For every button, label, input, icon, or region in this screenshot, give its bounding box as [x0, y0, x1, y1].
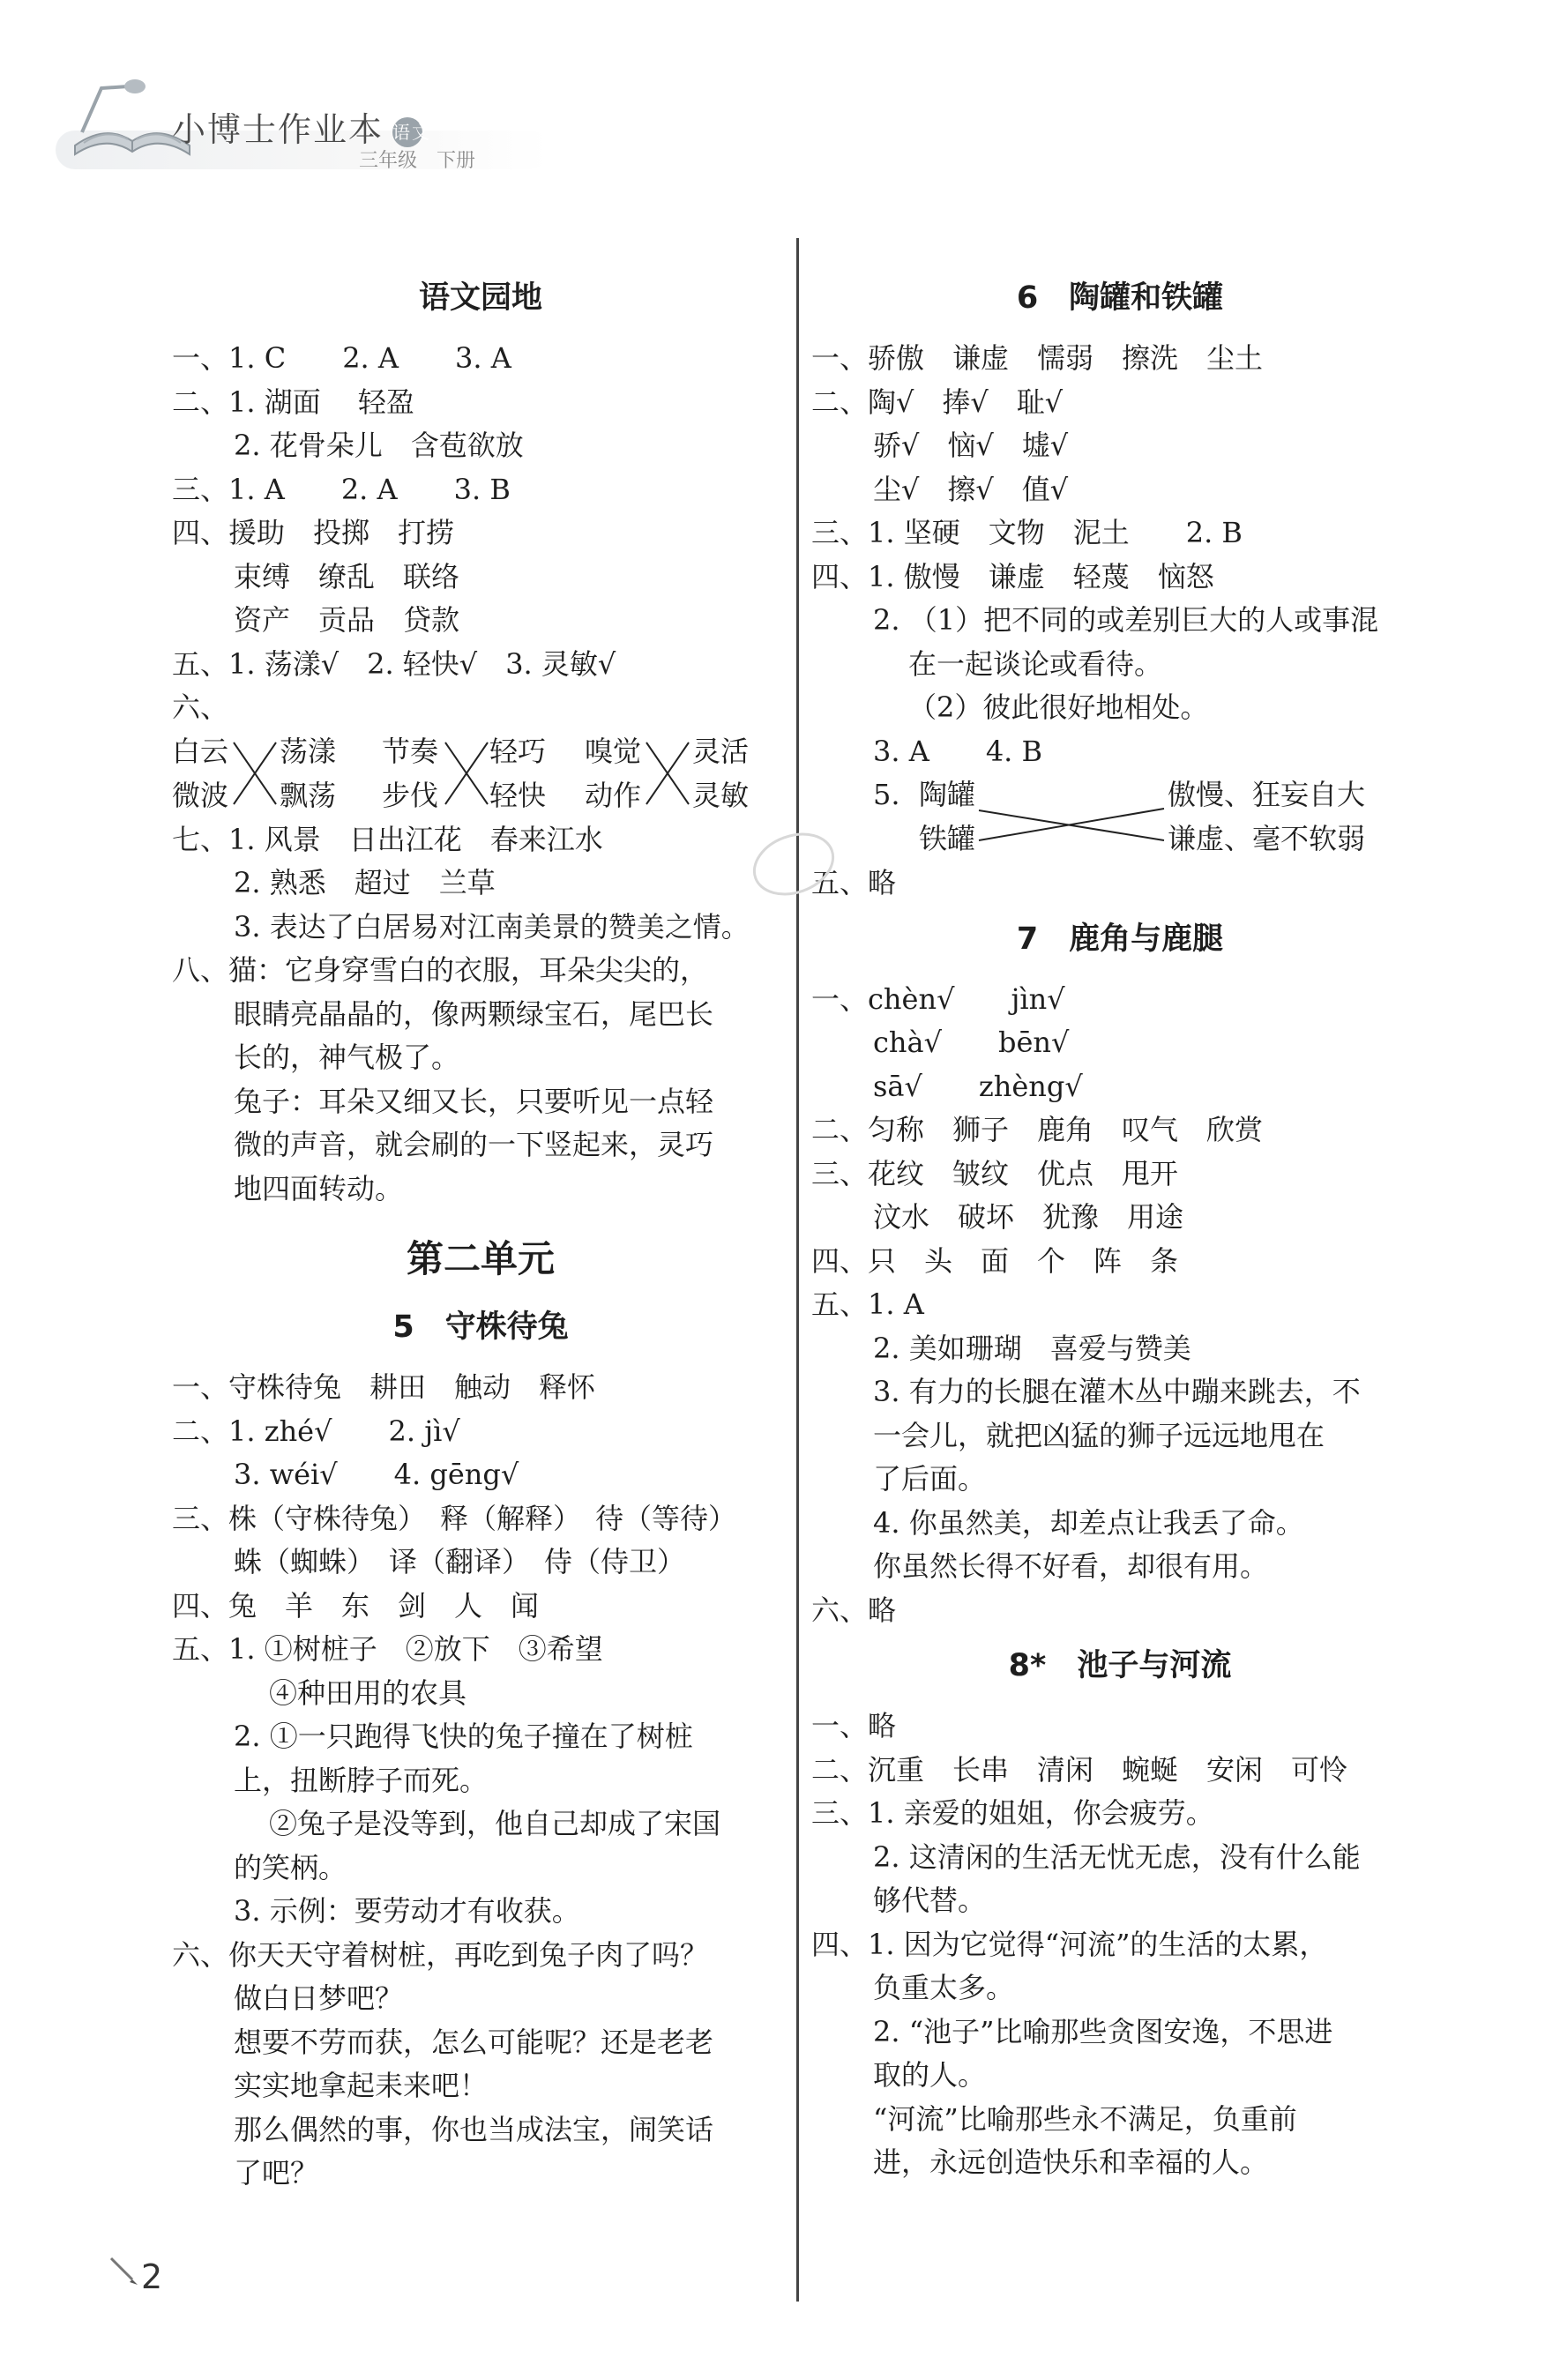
- match-word: 轻巧: [489, 734, 547, 768]
- answer-line: 2. （1）把不同的或差别巨大的人或事混: [873, 603, 1379, 637]
- answer-line: 地四面转动。: [234, 1171, 404, 1205]
- section-title: 6 陶罐和铁罐: [1016, 280, 1224, 316]
- column-divider: [796, 238, 799, 2302]
- answer-line: 二、匀称 狮子 鹿角 叹气 欣赏: [811, 1113, 1264, 1146]
- answer-line: 三、1. 坚硬 文物 泥土 2. B: [811, 516, 1243, 549]
- answer-line: 了吧？: [234, 2156, 319, 2190]
- answer-line: 四、1. 傲慢 谦虚 轻蔑 恼怒: [811, 559, 1214, 593]
- answer-line: 六、略: [811, 1593, 897, 1627]
- answer-line: 兔子：耳朵又细又长，只要听见一点轻: [234, 1084, 714, 1118]
- match-word: 铁罐: [919, 822, 976, 855]
- answer-line: 2. 花骨朵儿 含苞欲放: [234, 429, 524, 462]
- answer-line: 在一起谈论或看待。: [908, 646, 1163, 681]
- answer-line: 了后面。: [873, 1462, 987, 1496]
- match-word: 灵活: [692, 734, 750, 768]
- answer-line: 负重太多。: [873, 1971, 1015, 2004]
- match-word: 陶罐: [919, 778, 976, 811]
- brand-title-text: 小博士作业本: [172, 110, 384, 149]
- answer-line: 四、援助 投掷 打捞: [172, 516, 455, 549]
- match-word: 谦虚、毫不软弱: [1168, 822, 1366, 855]
- unit-title: 第二单元: [406, 1237, 555, 1280]
- grade-label: 三年级 下册: [359, 150, 476, 172]
- brand-title: [172, 102, 432, 151]
- pencil-icon: [106, 2253, 141, 2288]
- answer-line: 眼睛亮晶晶的，像两颗绿宝石，尾巴长: [234, 996, 714, 1031]
- match-word: 微波: [172, 778, 229, 812]
- answer-line: 蛛（蜘蛛） 译（翻译） 侍（侍卫）: [234, 1545, 686, 1578]
- match-word: 荡漾: [280, 734, 337, 768]
- watermark-seal-icon: [741, 811, 847, 917]
- answer-line: 八、猫：它身穿雪白的衣服，耳朵尖尖的，: [172, 953, 709, 987]
- answer-line: 够代替。: [873, 1884, 987, 1917]
- answer-line: chà√ bēn√: [873, 1026, 1070, 1059]
- answer-line: 六、: [172, 690, 229, 724]
- answer-line: ④种田用的农具: [269, 1675, 467, 1710]
- right-column: [811, 265, 1429, 2185]
- answer-line: 2. 美如珊瑚 喜爱与赞美: [873, 1331, 1191, 1365]
- match-word: 傲慢、狂妄自大: [1168, 778, 1366, 811]
- answer-line: 一、1. C 2. A 3. A: [172, 341, 511, 375]
- answer-line: 四、只 头 面 个 阵 条: [811, 1243, 1179, 1278]
- answer-line: 进，永远创造快乐和幸福的人。: [873, 2145, 1269, 2179]
- answer-line: 三、花纹 皱纹 优点 甩开: [811, 1156, 1179, 1190]
- answer-line: 一、守株待兔 耕田 触动 释怀: [172, 1370, 596, 1404]
- answer-line: 2. 熟悉 超过 兰草: [234, 866, 496, 899]
- match-word: 灵敏: [692, 778, 750, 812]
- match-word: 轻快: [489, 778, 547, 812]
- phrase-matching: [811, 773, 1429, 862]
- answer-line: 那么偶然的事，你也当成法宝，闹笑话: [234, 2112, 714, 2146]
- match-word: 步伐: [382, 778, 439, 812]
- answer-line: 3. 有力的长腿在灌木丛中蹦来跳去，不: [873, 1375, 1361, 1408]
- answer-line: 你虽然长得不好看，却很有用。: [873, 1549, 1269, 1583]
- answer-line: 的笑柄。: [234, 1850, 347, 1884]
- answer-line: 五、1. 荡漾√ 2. 轻快√ 3. 灵敏√: [172, 646, 616, 681]
- left-column: [172, 265, 789, 2196]
- answer-line: 想要不劳而获，怎么可能呢？还是老老: [234, 2025, 714, 2059]
- page-number: 2: [141, 2257, 163, 2296]
- match-word: 嗅觉: [585, 734, 642, 768]
- answer-line: “河流”比喻那些永不满足，负重前: [873, 2101, 1297, 2136]
- page-header: [49, 62, 525, 172]
- answer-line: 3. A 4. B: [873, 734, 1043, 768]
- answer-line: 2. ①一只跑得飞快的兔子撞在了树桩: [234, 1720, 693, 1753]
- section-title: 语文园地: [418, 280, 542, 316]
- section-title: 7 鹿角与鹿腿: [1016, 921, 1224, 957]
- answer-line: 骄√ 恼√ 墟√: [873, 429, 1069, 462]
- section-title: 5 守株待兔: [392, 1309, 569, 1345]
- answer-line: 二、陶√ 捧√ 耻√: [811, 384, 1064, 419]
- answer-line: 一、chèn√ jìn√: [811, 981, 1065, 1016]
- word-matching: [172, 730, 789, 818]
- match-number: 5.: [873, 778, 900, 811]
- answer-line: 一、骄傲 谦虚 懦弱 擦洗 尘土: [811, 341, 1264, 375]
- answer-line: 3. 示例：要劳动才有收获。: [234, 1894, 580, 1928]
- match-word: 节奏: [382, 734, 439, 768]
- answer-line: 微的声音，就会刷的一下竖起来，灵巧: [234, 1128, 714, 1161]
- answer-line: 五、1. ①树桩子 ②放下 ③希望: [172, 1632, 603, 1666]
- answer-line: 五、1. A: [811, 1287, 924, 1321]
- answer-line: 取的人。: [873, 2058, 987, 2092]
- answer-line: sā√ zhèng√: [873, 1069, 1083, 1103]
- answer-line: 七、1. 风景 日出江花 春来江水: [172, 822, 603, 856]
- answer-line: （2）彼此很好地相处。: [908, 690, 1209, 724]
- answer-line: 3. 表达了白居易对江南美景的赞美之情。: [234, 909, 750, 944]
- match-word: 白云: [172, 734, 229, 768]
- answer-line: 三、1. A 2. A 3. B: [172, 472, 511, 506]
- answer-line: 2. 这清闲的生活无忧无虑，没有什么能: [873, 1839, 1361, 1874]
- subject-badge: 语文: [392, 117, 422, 147]
- answer-line: 三、1. 亲爱的姐姐，你会疲劳。: [811, 1796, 1214, 1830]
- answer-line: 一会儿，就把凶猛的狮子远远地甩在: [873, 1418, 1325, 1452]
- answer-line: 四、1. 因为它觉得“河流”的生活的太累，: [811, 1927, 1328, 1961]
- answer-line: 资产 贡品 贷款: [234, 603, 460, 637]
- answer-line: 汶水 破坏 犹豫 用途: [873, 1200, 1184, 1234]
- answer-line: 4. 你虽然美，却差点让我丢了命。: [873, 1505, 1304, 1540]
- answer-line: 实实地拿起耒来吧！: [234, 2069, 489, 2102]
- match-word: 飘荡: [280, 778, 337, 812]
- answer-line: 三、株（守株待兔） 释（解释） 待（等待）: [172, 1501, 737, 1535]
- answer-line: 六、你天天守着树桩，再吃到兔子肉了吗？: [172, 1937, 709, 1972]
- answer-line: 做白日梦吧？: [234, 1981, 404, 2015]
- answer-line: 3. wéi√ 4. gēng√: [234, 1458, 519, 1491]
- answer-line: 尘√ 擦√ 值√: [873, 472, 1069, 506]
- answer-line: 上，扭断脖子而死。: [234, 1763, 489, 1797]
- answer-line: ②兔子是没等到，他自己却成了宋国: [269, 1807, 721, 1840]
- section-title: 8* 池子与河流: [1008, 1648, 1232, 1683]
- answer-line: 四、兔 羊 东 剑 人 闻: [172, 1588, 540, 1623]
- answer-line: 长的，神气极了。: [234, 1041, 460, 1074]
- answer-line: 束缚 缭乱 联络: [234, 559, 460, 593]
- answer-line: 二、沉重 长串 清闲 蜿蜒 安闲 可怜: [811, 1752, 1348, 1787]
- match-word: 动作: [585, 778, 642, 812]
- answer-line: 一、略: [811, 1709, 897, 1742]
- answer-line: 二、1. 湖面 轻盈: [172, 384, 414, 419]
- answer-line: 二、1. zhé√ 2. jì√: [172, 1414, 460, 1448]
- answer-line: 五、略: [811, 866, 897, 899]
- answer-line: 2. “池子”比喻那些贪图安逸，不思进: [873, 2014, 1333, 2048]
